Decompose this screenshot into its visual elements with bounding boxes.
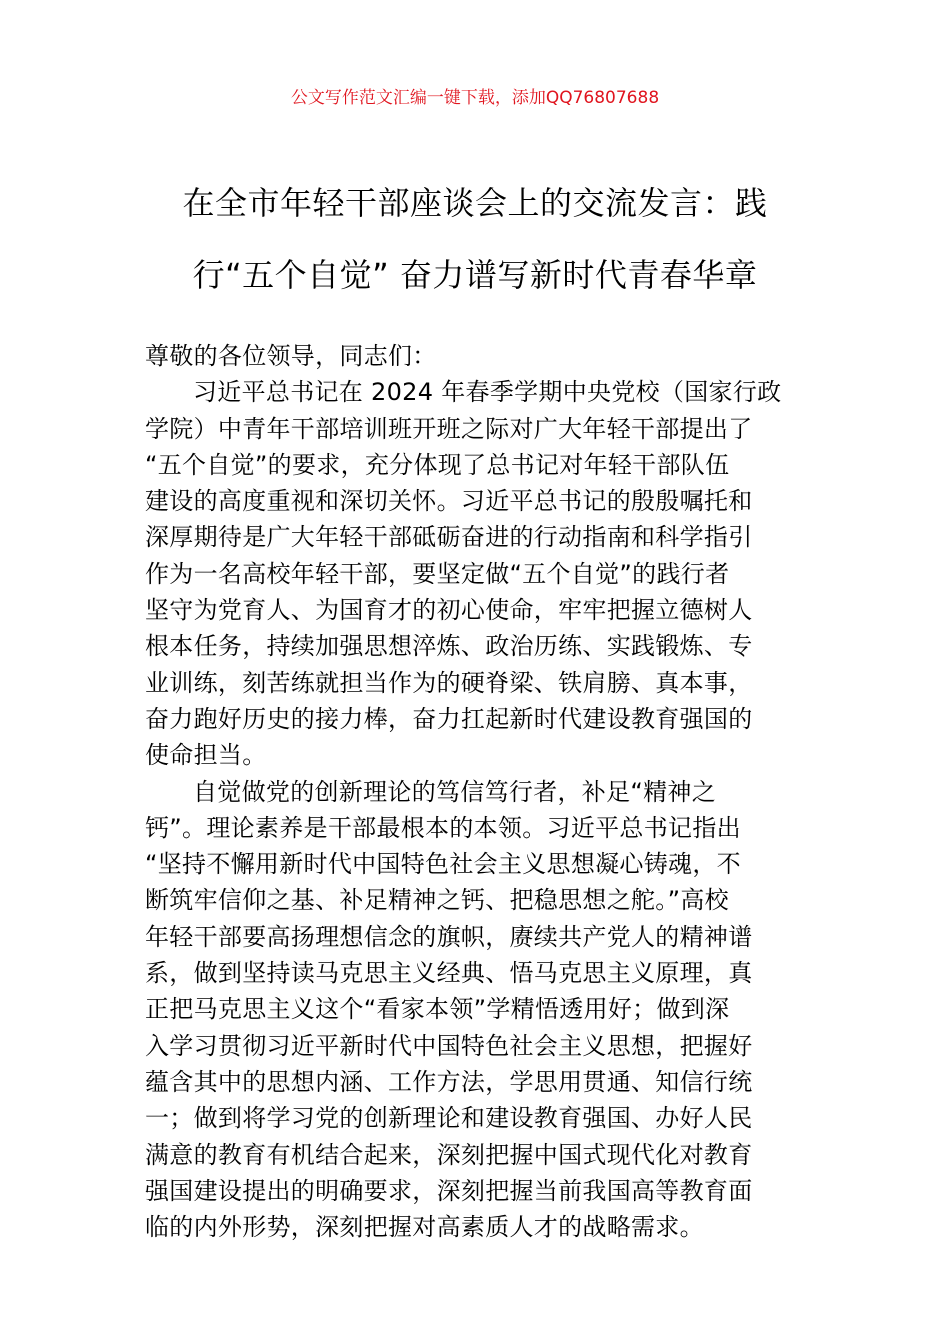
paragraph-line: 自觉做党的创新理论的笃信笃行者，补足“精神之: [193, 777, 717, 806]
paragraph-line: 强国建设提出的明确要求，深刻把握当前我国高等教育面: [145, 1176, 753, 1205]
paragraph-line: 根本任务，持续加强思想淬炼、政治历练、实践锻炼、专: [145, 632, 753, 661]
paragraph-line: “坚持不懈用新时代中国特色社会主义思想凝心铸魂，不: [145, 850, 741, 879]
title-line-2: 行“五个自觉” 奋力谱写新时代青春华章: [192, 256, 758, 294]
paragraph-line: 蕴含其中的思想内涵、工作方法，学思用贯通、知信行统: [145, 1067, 753, 1096]
download-notice: 公文写作范文汇编一键下载，添加QQ76807688: [290, 88, 660, 108]
paragraph-line: 入学习贯彻习近平新时代中国特色社会主义思想，把握好: [145, 1031, 753, 1060]
salutation: 尊敬的各位领导，同志们：: [145, 342, 437, 370]
paragraph-line: 钙”。理论素养是干部最根本的本领。习近平总书记指出: [145, 813, 741, 842]
paragraph-line: “五个自觉”的要求，充分体现了总书记对年轻干部队伍: [145, 450, 730, 479]
paragraph-2: [145, 774, 810, 1246]
paragraph-line: 使命担当。: [145, 741, 267, 770]
paragraph-line: 奋力跑好历史的接力棒，奋力扛起新时代建设教育强国的: [145, 704, 753, 733]
paragraph-line: 正把马克思主义这个“看家本领”学精悟透用好；做到深: [145, 995, 730, 1024]
paragraph-line: 满意的教育有机结合起来，深刻把握中国式现代化对教育: [145, 1140, 753, 1169]
paragraph-line: 坚守为党育人、为国育才的初心使命，牢牢把握立德树人: [145, 596, 753, 625]
paragraph-line: 年轻干部要高扬理想信念的旗帜，赓续共产党人的精神谱: [145, 922, 753, 951]
paragraph-line: 深厚期待是广大年轻干部砥砺奋进的行动指南和科学指引: [145, 523, 753, 552]
paragraph-1: [145, 374, 810, 773]
paragraph-line: 一；做到将学习党的创新理论和建设教育强国、办好人民: [145, 1104, 753, 1133]
title-line-1: 在全市年轻干部座谈会上的交流发言：践: [182, 184, 768, 222]
paragraph-line: 临的内外形势，深刻把握对高素质人才的战略需求。: [145, 1213, 704, 1242]
paragraph-line: 业训练，刻苦练就担当作为的硬脊梁、铁肩膀、真本事，: [145, 668, 753, 697]
paragraph-line: 断筑牢信仰之基、补足精神之钙、把稳思想之舵。”高校: [145, 886, 729, 915]
document-title: [140, 178, 810, 322]
paragraph-line: 作为一名高校年轻干部，要坚定做“五个自觉”的践行者: [145, 559, 730, 588]
document-body: [145, 338, 810, 1245]
paragraph-line: 建设的高度重视和深切关怀。习近平总书记的殷殷嘱托和: [145, 487, 753, 516]
paragraph-line: 系，做到坚持读马克思主义经典、悟马克思主义原理，真: [145, 959, 753, 988]
paragraph-line: 学院）中青年干部培训班开班之际对广大年轻干部提出了: [145, 414, 753, 443]
paragraph-line: 习近平总书记在 2024 年春季学期中央党校（国家行政: [193, 378, 782, 407]
